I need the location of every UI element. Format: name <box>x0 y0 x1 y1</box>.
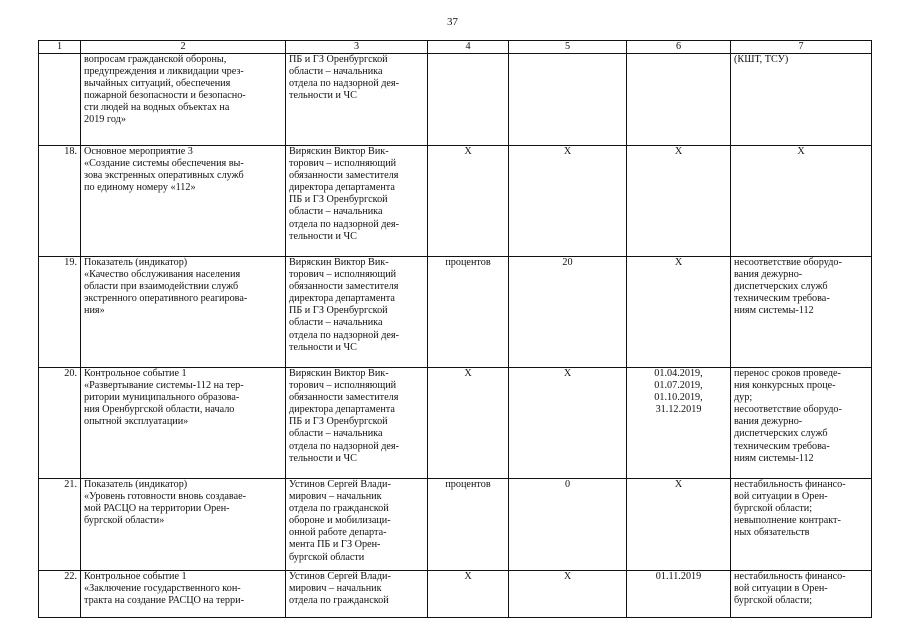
row-value: X <box>509 368 627 479</box>
row-responsible: Виряскин Виктор Вик- торович – исполняющий обязанности заместителя директора департамента ПБ и ГЗ Оренбургской области – начальника отдела по надзорной дея- тельности и ЧС <box>286 368 428 479</box>
row-number: 22. <box>39 571 81 618</box>
row-unit: X <box>428 571 509 618</box>
row-value: X <box>509 146 627 257</box>
table-row <box>39 146 872 257</box>
document-table <box>38 40 872 618</box>
row-date <box>627 54 731 146</box>
row-risk: нестабильность финансо- вой ситуации в Орен- бургской области; <box>731 571 872 618</box>
row-value: 20 <box>509 257 627 368</box>
table-row <box>39 257 872 368</box>
table-row <box>39 479 872 571</box>
row-date: X <box>627 257 731 368</box>
header-cell: 2 <box>81 41 286 54</box>
row-number: 19. <box>39 257 81 368</box>
row-responsible: Устинов Сергей Влади- мирович – начальник отдела по гражданской обороне и мобилизаци- онной работе департа- мента ПБ и ГЗ Орен- бургской области <box>286 479 428 571</box>
header-cell: 5 <box>509 41 627 54</box>
row-name: Показатель (индикатор) «Уровень готовности вновь создавае- мой РАСЦО на территории Орен- бургской области» <box>81 479 286 571</box>
header-cell: 7 <box>731 41 872 54</box>
row-date: 01.04.2019, 01.07.2019, 01.10.2019, 31.12.2019 <box>627 368 731 479</box>
header-cell: 4 <box>428 41 509 54</box>
row-risk: X <box>731 146 872 257</box>
row-number <box>39 54 81 146</box>
row-risk: несоответствие оборудо- вания дежурно- диспетчерских служб техническим требова- ниям системы-112 <box>731 257 872 368</box>
row-date: X <box>627 146 731 257</box>
table-row <box>39 571 872 618</box>
row-risk: нестабильность финансо- вой ситуации в Орен- бургской области; невыполнение контракт- ных обязательств <box>731 479 872 571</box>
header-cell: 3 <box>286 41 428 54</box>
header-cell: 1 <box>39 41 81 54</box>
table-header-row <box>39 41 872 54</box>
row-risk: (КШТ, ТСУ) <box>731 54 872 146</box>
row-unit: X <box>428 146 509 257</box>
table-row <box>39 368 872 479</box>
row-name: вопросам гражданской обороны, предупреждения и ликвидации чрез- вычайных ситуаций, обеспечения пожарной безопасности и безопасно- сти людей на водных объектах на 2019 год» <box>81 54 286 146</box>
row-number: 20. <box>39 368 81 479</box>
row-number: 18. <box>39 146 81 257</box>
row-name: Контрольное событие 1 «Развертывание системы-112 на тер- ритории муниципального образова- ния Оренбургской области, начало опытной эксплуатации» <box>81 368 286 479</box>
row-value <box>509 54 627 146</box>
row-responsible: Виряскин Виктор Вик- торович – исполняющий обязанности заместителя директора департамента ПБ и ГЗ Оренбургской области – начальника отдела по надзорной дея- тельности и ЧС <box>286 146 428 257</box>
row-responsible: ПБ и ГЗ Оренбургской области – начальника отдела по надзорной дея- тельности и ЧС <box>286 54 428 146</box>
row-date: 01.11.2019 <box>627 571 731 618</box>
row-date: X <box>627 479 731 571</box>
table-row <box>39 54 872 146</box>
row-name: Показатель (индикатор) «Качество обслуживания населения области при взаимодействии служб экстренного оперативного реагирова- ния» <box>81 257 286 368</box>
row-unit: процентов <box>428 257 509 368</box>
row-responsible: Устинов Сергей Влади- мирович – начальник отдела по гражданской <box>286 571 428 618</box>
row-risk: перенос сроков проведе- ния конкурсных проце- дур; несоответствие оборудо- вания дежурно- диспетчерских служб техническим требова- ниям системы-112 <box>731 368 872 479</box>
row-value: 0 <box>509 479 627 571</box>
row-unit <box>428 54 509 146</box>
header-cell: 6 <box>627 41 731 54</box>
page-number: 37 <box>447 16 458 28</box>
row-number: 21. <box>39 479 81 571</box>
row-value: X <box>509 571 627 618</box>
row-responsible: Виряскин Виктор Вик- торович – исполняющий обязанности заместителя директора департамента ПБ и ГЗ Оренбургской области – начальника отдела по надзорной дея- тельности и ЧС <box>286 257 428 368</box>
row-name: Основное мероприятие 3 «Создание системы обеспечения вы- зова экстренных оперативных служб по единому номеру «112» <box>81 146 286 257</box>
row-unit: X <box>428 368 509 479</box>
row-unit: процентов <box>428 479 509 571</box>
row-name: Контрольное событие 1 «Заключение государственного кон- тракта на создание РАСЦО на терри- <box>81 571 286 618</box>
